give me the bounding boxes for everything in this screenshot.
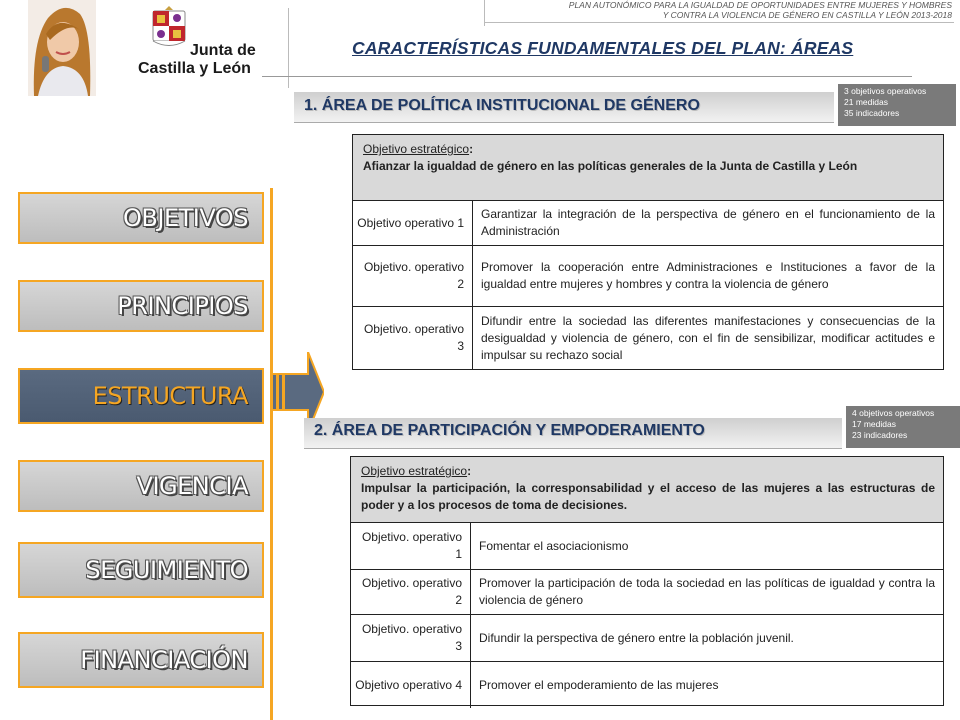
nav-divider	[270, 188, 273, 720]
area2-title: 2. ÁREA DE PARTICIPACIÓN Y EMPODERAMIENTO	[314, 422, 705, 439]
objective-key: Objetivo operativo 1	[353, 201, 473, 245]
objective-key: Objetivo. operativo 1	[351, 523, 471, 569]
objective-key: Objetivo operativo 4	[351, 662, 471, 708]
strategic-objective-text: Afianzar la igualdad de género en las políticas generales de la Junta de Castilla y León	[363, 159, 858, 173]
area1-objectives-table	[352, 134, 944, 370]
objective-key: Objetivo. operativo 3	[353, 307, 473, 369]
nav-objetivos-button[interactable]: OBJETIVOS	[18, 192, 264, 244]
table-row	[351, 523, 943, 570]
badge-indicators: 23 indicadores	[852, 430, 908, 440]
logo-text-line2: Castilla y León	[138, 60, 251, 77]
table-row	[353, 201, 943, 246]
table-row	[351, 615, 943, 662]
objective-key: Objetivo. operativo 3	[351, 615, 471, 661]
header-divider	[262, 76, 912, 77]
plan-name-line1: PLAN AUTONÓMICO PARA LA IGUALDAD DE OPORTUNIDADES ENTRE MUJERES Y HOMBRES	[568, 0, 952, 10]
objective-text: Garantizar la integración de la perspectiva de género en el funcionamiento de la Administración	[481, 207, 935, 238]
table-row	[351, 662, 943, 708]
area2-objectives-table	[350, 456, 944, 706]
woman-photo	[28, 0, 96, 96]
objective-text: Promover la cooperación entre Administraciones e Instituciones a favor de la igualdad entre mujeres y hombres y contra la violencia de género	[481, 260, 935, 291]
area2-summary-badge	[846, 406, 960, 448]
objective-key: Objetivo. operativo 2	[353, 246, 473, 306]
area1-title: 1. ÁREA DE POLÍTICA INSTITUCIONAL DE GÉNERO	[304, 97, 700, 114]
logo-text-line1: Junta de	[190, 42, 256, 59]
badge-objectives: 4 objetivos operativos	[852, 408, 935, 418]
junta-logo	[138, 4, 258, 96]
objective-text: Promover el empoderamiento de las mujeres	[479, 677, 719, 692]
table-row	[353, 246, 943, 307]
objective-text: Difundir la perspectiva de género entre la población juvenil.	[479, 630, 794, 645]
coat-of-arms-icon	[150, 6, 188, 48]
table-row	[351, 570, 943, 615]
nav-estructura-button[interactable]: ESTRUCTURA	[18, 368, 264, 424]
objective-key: Objetivo. operativo 2	[351, 570, 471, 614]
nav-vigencia-button[interactable]: VIGENCIA	[18, 460, 264, 512]
page-title: CARACTERÍSTICAS FUNDAMENTALES DEL PLAN: ÁREAS	[352, 38, 854, 58]
objective-text: Fomentar el asociacionismo	[479, 538, 629, 553]
strategic-objective: Objetivo estratégico: Impulsar la participación, la corresponsabilidad y el acceso de las mujeres a las estructuras de poder y a los procesos de toma de decisiones.	[351, 457, 943, 523]
nav-principios-button[interactable]: PRINCIPIOS	[18, 280, 264, 332]
objective-text: Promover la participación de toda la sociedad en las políticas de igualdad y contra la violencia de género	[479, 576, 935, 607]
strategic-objective: Objetivo estratégico: Afianzar la igualdad de género en las políticas generales de la Junta de Castilla y León	[353, 135, 943, 201]
area1-summary-badge	[838, 84, 956, 126]
strategic-objective-text: Impulsar la participación, la corresponsabilidad y el acceso de las mujeres a las estructuras de poder y a los procesos de toma de decisiones.	[361, 481, 935, 512]
badge-measures: 17 medidas	[852, 419, 896, 429]
nav-seguimiento-button[interactable]: SEGUIMIENTO	[18, 542, 264, 598]
strategic-objective-label: Objetivo estratégico	[363, 142, 470, 156]
badge-measures: 21 medidas	[844, 97, 888, 107]
plan-name	[520, 0, 952, 20]
objective-text: Difundir entre la sociedad las diferentes manifestaciones y consecuencias de la desigualdad y violencia de género, con el fin de sensibilizar, modificar actitudes e impulsar su rechazo social	[481, 313, 935, 362]
strategic-objective-label: Objetivo estratégico	[361, 464, 468, 478]
badge-indicators: 35 indicadores	[844, 108, 900, 118]
badge-objectives: 3 objetivos operativos	[844, 86, 927, 96]
nav-financiacion-button[interactable]: FINANCIACIÓN	[18, 632, 264, 688]
header-divider	[484, 22, 954, 23]
table-row	[353, 307, 943, 369]
plan-name-line2: Y CONTRA LA VIOLENCIA DE GÉNERO EN CASTILLA Y LEÓN 2013-2018	[662, 10, 952, 20]
